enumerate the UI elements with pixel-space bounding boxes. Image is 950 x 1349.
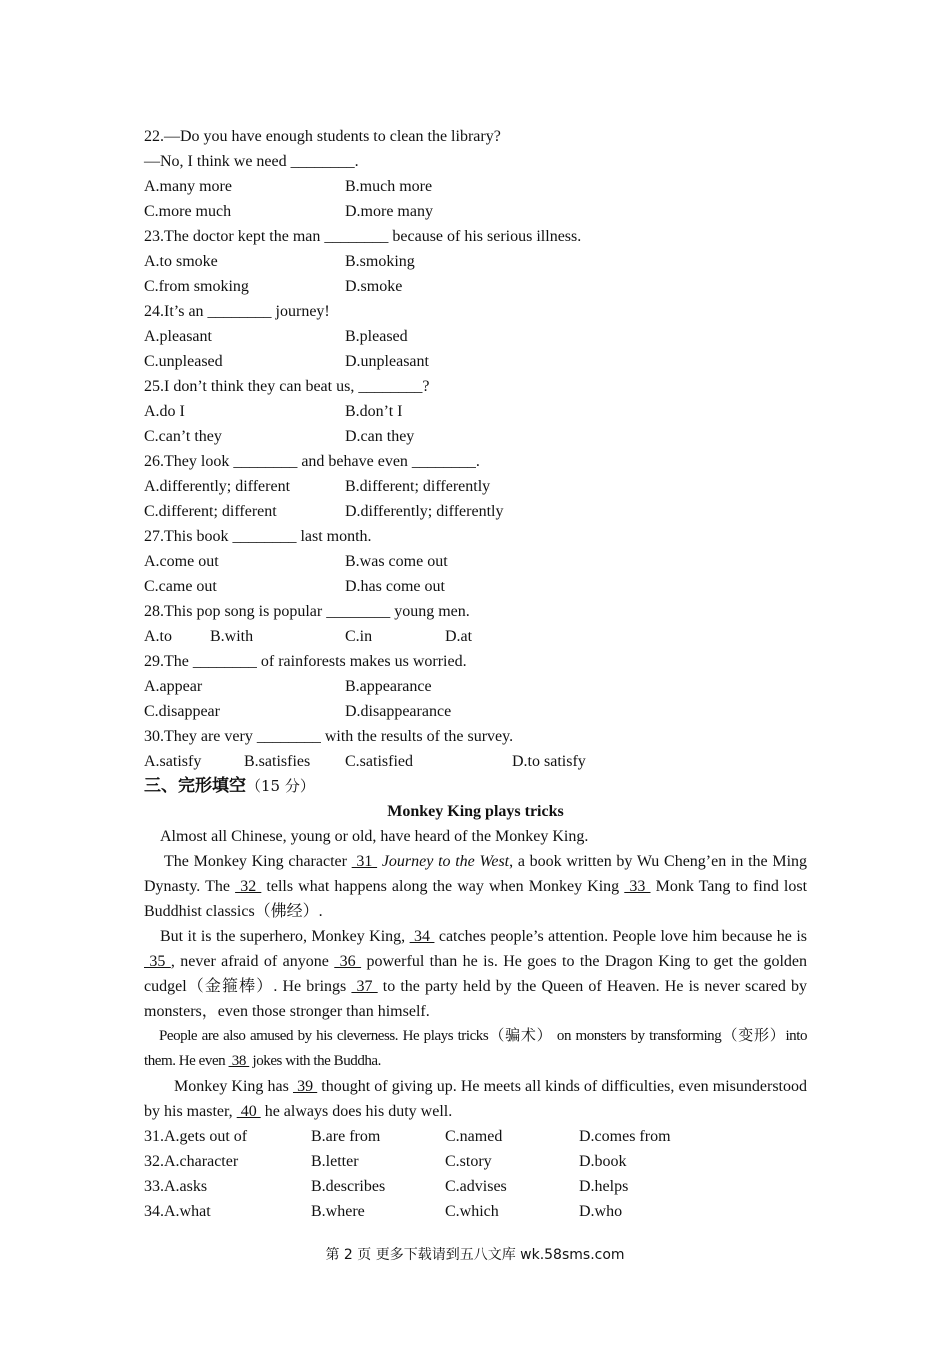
blank-38: 38 xyxy=(228,1053,250,1069)
option-a: A.differently; different xyxy=(144,478,291,495)
option-a: A.what xyxy=(164,1203,211,1220)
option-a: A.many more xyxy=(144,178,232,195)
option-c: C.which xyxy=(445,1203,499,1220)
option-a: A.gets out of xyxy=(164,1128,248,1145)
cloze-question-31 xyxy=(144,1124,807,1149)
question-26-options-cd xyxy=(144,499,807,524)
option-d: D.comes from xyxy=(579,1128,671,1145)
blank-37: 37 xyxy=(351,978,378,995)
passage-paragraph-2: The Monkey King character 31 Journey to the West, a book written by Wu Cheng’en in the Ming Dynasty. The 32 tells what happens along the way when Monkey King 33 Monk Tang to find lost Buddhist classics（佛经）. xyxy=(144,853,808,920)
option-b: B.where xyxy=(311,1203,365,1220)
blank-32: 32 xyxy=(235,878,262,895)
cloze-question-34 xyxy=(144,1199,807,1224)
question-26-options-ab xyxy=(144,474,807,499)
page-footer: 第 2 页 更多下载请到五八文库 wk.58sms.com xyxy=(325,1247,625,1263)
option-b: B.describes xyxy=(311,1178,386,1195)
option-c: C.story xyxy=(445,1153,492,1170)
option-c: C.named xyxy=(445,1128,503,1145)
question-25-options-ab xyxy=(144,399,807,424)
option-c: C.came out xyxy=(144,578,217,595)
passage-paragraph-3: But it is the superhero, Monkey King, 34 catches people’s attention. People love him because he is 35 , never afraid of anyone 36 powerful than he is. He goes to the Dragon King to get the golden cudgel（金箍棒）. He brings 37 to the party held by the Queen of Heaven. He is never scared by monsters，even those stronger than himself. xyxy=(144,928,808,1020)
question-24-stem: 24.It’s an ________ journey! xyxy=(144,303,330,320)
page-content xyxy=(144,124,807,1224)
option-d: D.has come out xyxy=(345,578,445,595)
blank-34: 34 xyxy=(409,928,435,945)
option-a: A.appear xyxy=(144,678,203,695)
option-b: B.smoking xyxy=(345,253,415,270)
option-a: A.character xyxy=(164,1153,239,1170)
option-a: A.asks xyxy=(164,1178,208,1195)
option-b: B.with xyxy=(210,628,254,645)
cloze-question-32 xyxy=(144,1149,807,1174)
question-number: 31. xyxy=(144,1128,164,1145)
option-c: C.in xyxy=(345,628,373,645)
question-23-options-ab xyxy=(144,249,807,274)
question-25-stem: 25.I don’t think they can beat us, ________? xyxy=(144,378,430,395)
question-30-options xyxy=(144,749,807,774)
passage-title: Monkey King plays tricks xyxy=(387,803,564,820)
passage-paragraph-1: Almost all Chinese, young or old, have heard of the Monkey King. xyxy=(160,828,589,845)
option-c: C.different; different xyxy=(144,503,277,520)
option-b: B.much more xyxy=(345,178,433,195)
blank-35: 35 xyxy=(144,953,171,970)
section-title: 三、完形填空 xyxy=(144,776,246,796)
option-d: D.book xyxy=(579,1153,627,1170)
blank-33: 33 xyxy=(624,878,651,895)
option-b: B.appearance xyxy=(345,678,432,695)
book-title: Journey to the West xyxy=(381,853,510,870)
option-d: D.unpleasant xyxy=(345,353,429,370)
question-29-options-ab xyxy=(144,674,807,699)
question-27-stem: 27.This book ________ last month. xyxy=(144,528,372,545)
option-a: A.come out xyxy=(144,553,219,570)
option-d: D.helps xyxy=(579,1178,629,1195)
option-a: A.to smoke xyxy=(144,253,218,270)
passage-paragraph-4: People are also amused by his cleverness. He plays tricks（骗术） on monsters by transforming（变形）into them. He even 38 jokes with the Buddha. xyxy=(144,1028,807,1069)
question-26-stem: 26.They look ________ and behave even ________. xyxy=(144,453,480,470)
cloze-question-33 xyxy=(144,1174,807,1199)
option-b: B.was come out xyxy=(345,553,448,570)
blank-39: 39 xyxy=(292,1078,318,1095)
question-25-options-cd xyxy=(144,424,807,449)
option-a: A.satisfy xyxy=(144,753,202,770)
question-28-stem: 28.This pop song is popular ________ young men. xyxy=(144,603,470,620)
question-29-stem: 29.The ________ of rainforests makes us worried. xyxy=(144,653,467,670)
option-c: C.advises xyxy=(445,1178,507,1195)
option-a: A.do I xyxy=(144,403,185,420)
question-22-stem: 22.—Do you have enough students to clean the library? xyxy=(144,128,501,145)
question-22-options-cd xyxy=(144,199,807,224)
option-a: A.to xyxy=(144,628,172,645)
question-22-options-ab xyxy=(144,174,807,199)
option-d: D.differently; differently xyxy=(345,503,504,520)
question-22-reply: —No, I think we need ________. xyxy=(144,153,359,170)
option-b: B.are from xyxy=(311,1128,381,1145)
option-b: B.different; differently xyxy=(345,478,491,495)
option-a: A.pleasant xyxy=(144,328,212,345)
section-heading xyxy=(144,774,807,799)
option-d: D.at xyxy=(445,628,473,645)
option-c: C.satisfied xyxy=(345,753,413,770)
question-28-options xyxy=(144,624,807,649)
option-d: D.to satisfy xyxy=(512,753,586,770)
option-d: D.who xyxy=(579,1203,623,1220)
blank-31: 31 xyxy=(351,853,378,870)
question-number: 33. xyxy=(144,1178,164,1195)
option-b: B.letter xyxy=(311,1153,359,1170)
blank-36: 36 xyxy=(334,953,362,970)
option-d: D.can they xyxy=(345,428,415,445)
question-23-options-cd xyxy=(144,274,807,299)
option-c: C.disappear xyxy=(144,703,220,720)
question-number: 32. xyxy=(144,1153,164,1170)
question-29-options-cd xyxy=(144,699,807,724)
question-27-options-ab xyxy=(144,549,807,574)
section-points: （15 分） xyxy=(246,777,315,795)
question-30-stem: 30.They are very ________ with the results of the survey. xyxy=(144,728,514,745)
option-c: C.more much xyxy=(144,203,232,220)
option-c: C.from smoking xyxy=(144,278,249,295)
option-d: D.disappearance xyxy=(345,703,452,720)
option-d: D.more many xyxy=(345,203,433,220)
option-d: D.smoke xyxy=(345,278,403,295)
question-24-options-ab xyxy=(144,324,807,349)
option-b: B.satisfies xyxy=(244,753,311,770)
option-b: B.pleased xyxy=(345,328,408,345)
question-23-stem: 23.The doctor kept the man ________ because of his serious illness. xyxy=(144,228,582,245)
option-c: C.can’t they xyxy=(144,428,222,445)
blank-40: 40 xyxy=(236,1103,261,1120)
question-24-options-cd xyxy=(144,349,807,374)
option-b: B.don’t I xyxy=(345,403,403,420)
question-number: 34. xyxy=(144,1203,164,1220)
question-27-options-cd xyxy=(144,574,807,599)
passage-paragraph-5: Monkey King has 39 thought of giving up. He meets all kinds of difficulties, even misunderstood by his master, 40 he always does his duty well. xyxy=(144,1078,808,1120)
option-c: C.unpleased xyxy=(144,353,223,370)
